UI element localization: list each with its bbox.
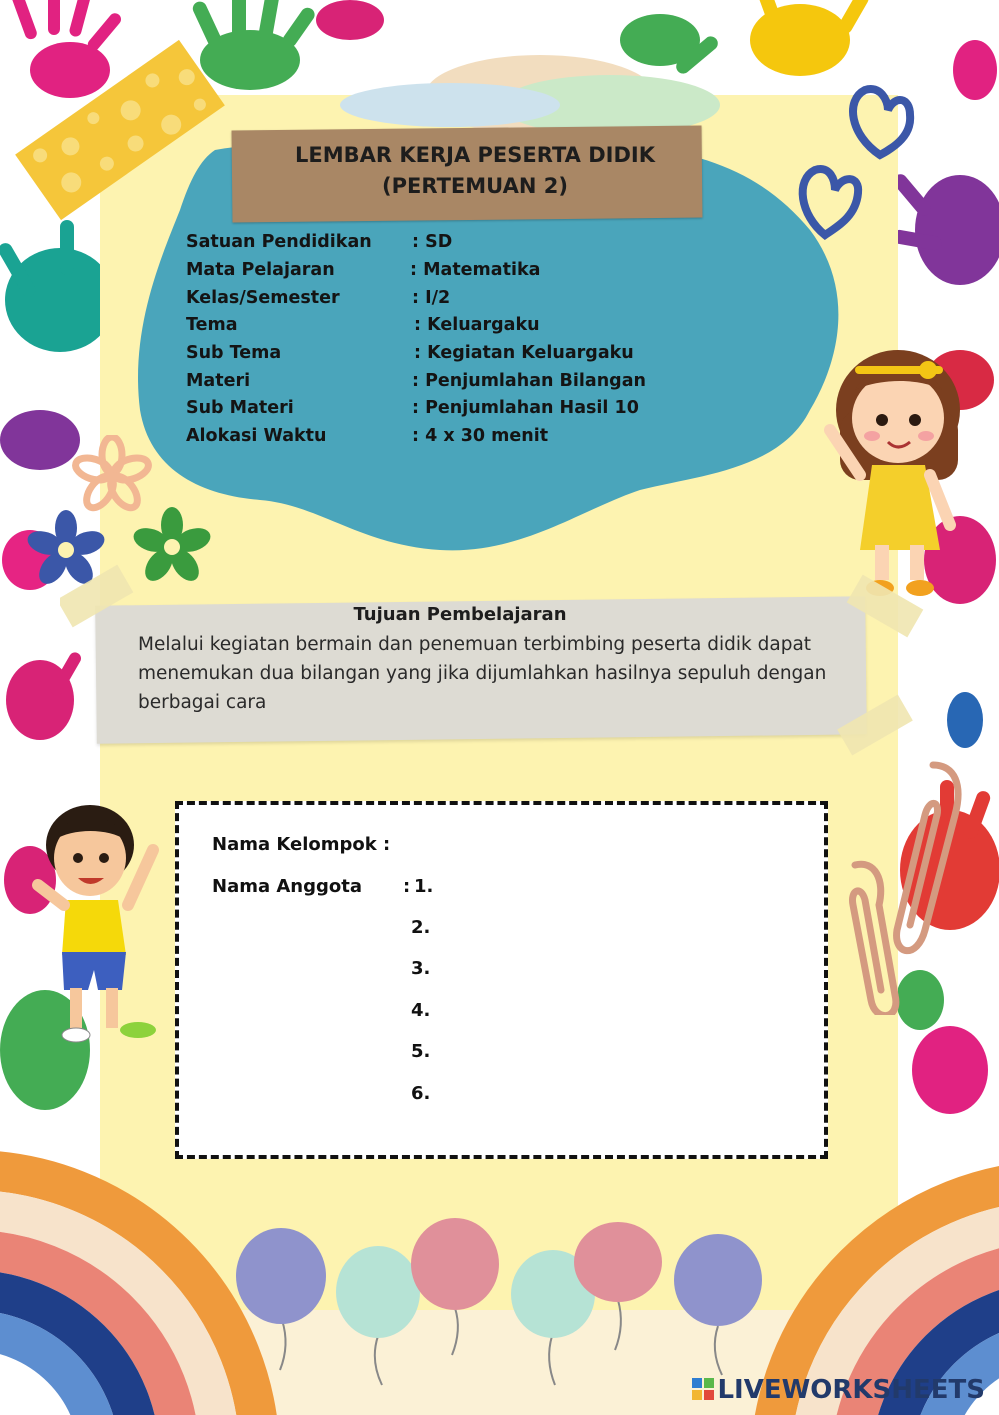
info-value: : Kegiatan Keluargaku: [414, 343, 634, 363]
members-colon: :: [403, 876, 411, 897]
info-value: : Penjumlahan Bilangan: [412, 371, 646, 391]
info-label: Materi: [186, 371, 251, 391]
info-label: Mata Pelajaran: [186, 260, 335, 280]
member-number: 6.: [411, 1083, 431, 1104]
rainbow-left: [0, 1170, 260, 1415]
info-value: : 4 x 30 menit: [412, 426, 549, 446]
member-number: 2.: [411, 917, 431, 938]
info-label: Kelas/Semester: [186, 288, 340, 308]
info-value: : Matematika: [410, 260, 541, 280]
info-label: Sub Tema: [186, 343, 282, 363]
liveworksheets-logo-icon: [692, 1378, 714, 1400]
info-value: : Keluargaku: [414, 315, 540, 335]
title-line-2: (PERTEMUAN 2): [382, 174, 568, 198]
goal-title: Tujuan Pembelajaran: [353, 604, 567, 625]
goal-text: Melalui kegiatan bermain dan penemuan terbimbing peserta didik dapat menemukan dua bilangan yang jika dijumlahkan hasilnya sepuluh dengan berbagai cara: [138, 634, 827, 713]
liveworksheets-logo: [692, 1375, 985, 1405]
title-line-1: LEMBAR KERJA PESERTA DIDIK: [295, 143, 655, 167]
info-label: Alokasi Waktu: [186, 426, 327, 446]
member-number: 5.: [411, 1041, 431, 1062]
info-label: Satuan Pendidikan: [186, 232, 372, 252]
members-label: Nama Anggota: [212, 876, 363, 897]
member-number: 1.: [414, 876, 434, 897]
info-label: Tema: [186, 315, 238, 335]
info-value: : SD: [412, 232, 453, 252]
member-number: 3.: [411, 958, 431, 979]
logo-text: LIVEWORKSHEETS: [717, 1375, 985, 1405]
member-number: 4.: [411, 1000, 431, 1021]
info-value: : Penjumlahan Hasil 10: [412, 398, 639, 418]
group-name-label: Nama Kelompok :: [212, 834, 391, 855]
info-value: : I/2: [412, 288, 451, 308]
info-label: Sub Materi: [186, 398, 294, 418]
